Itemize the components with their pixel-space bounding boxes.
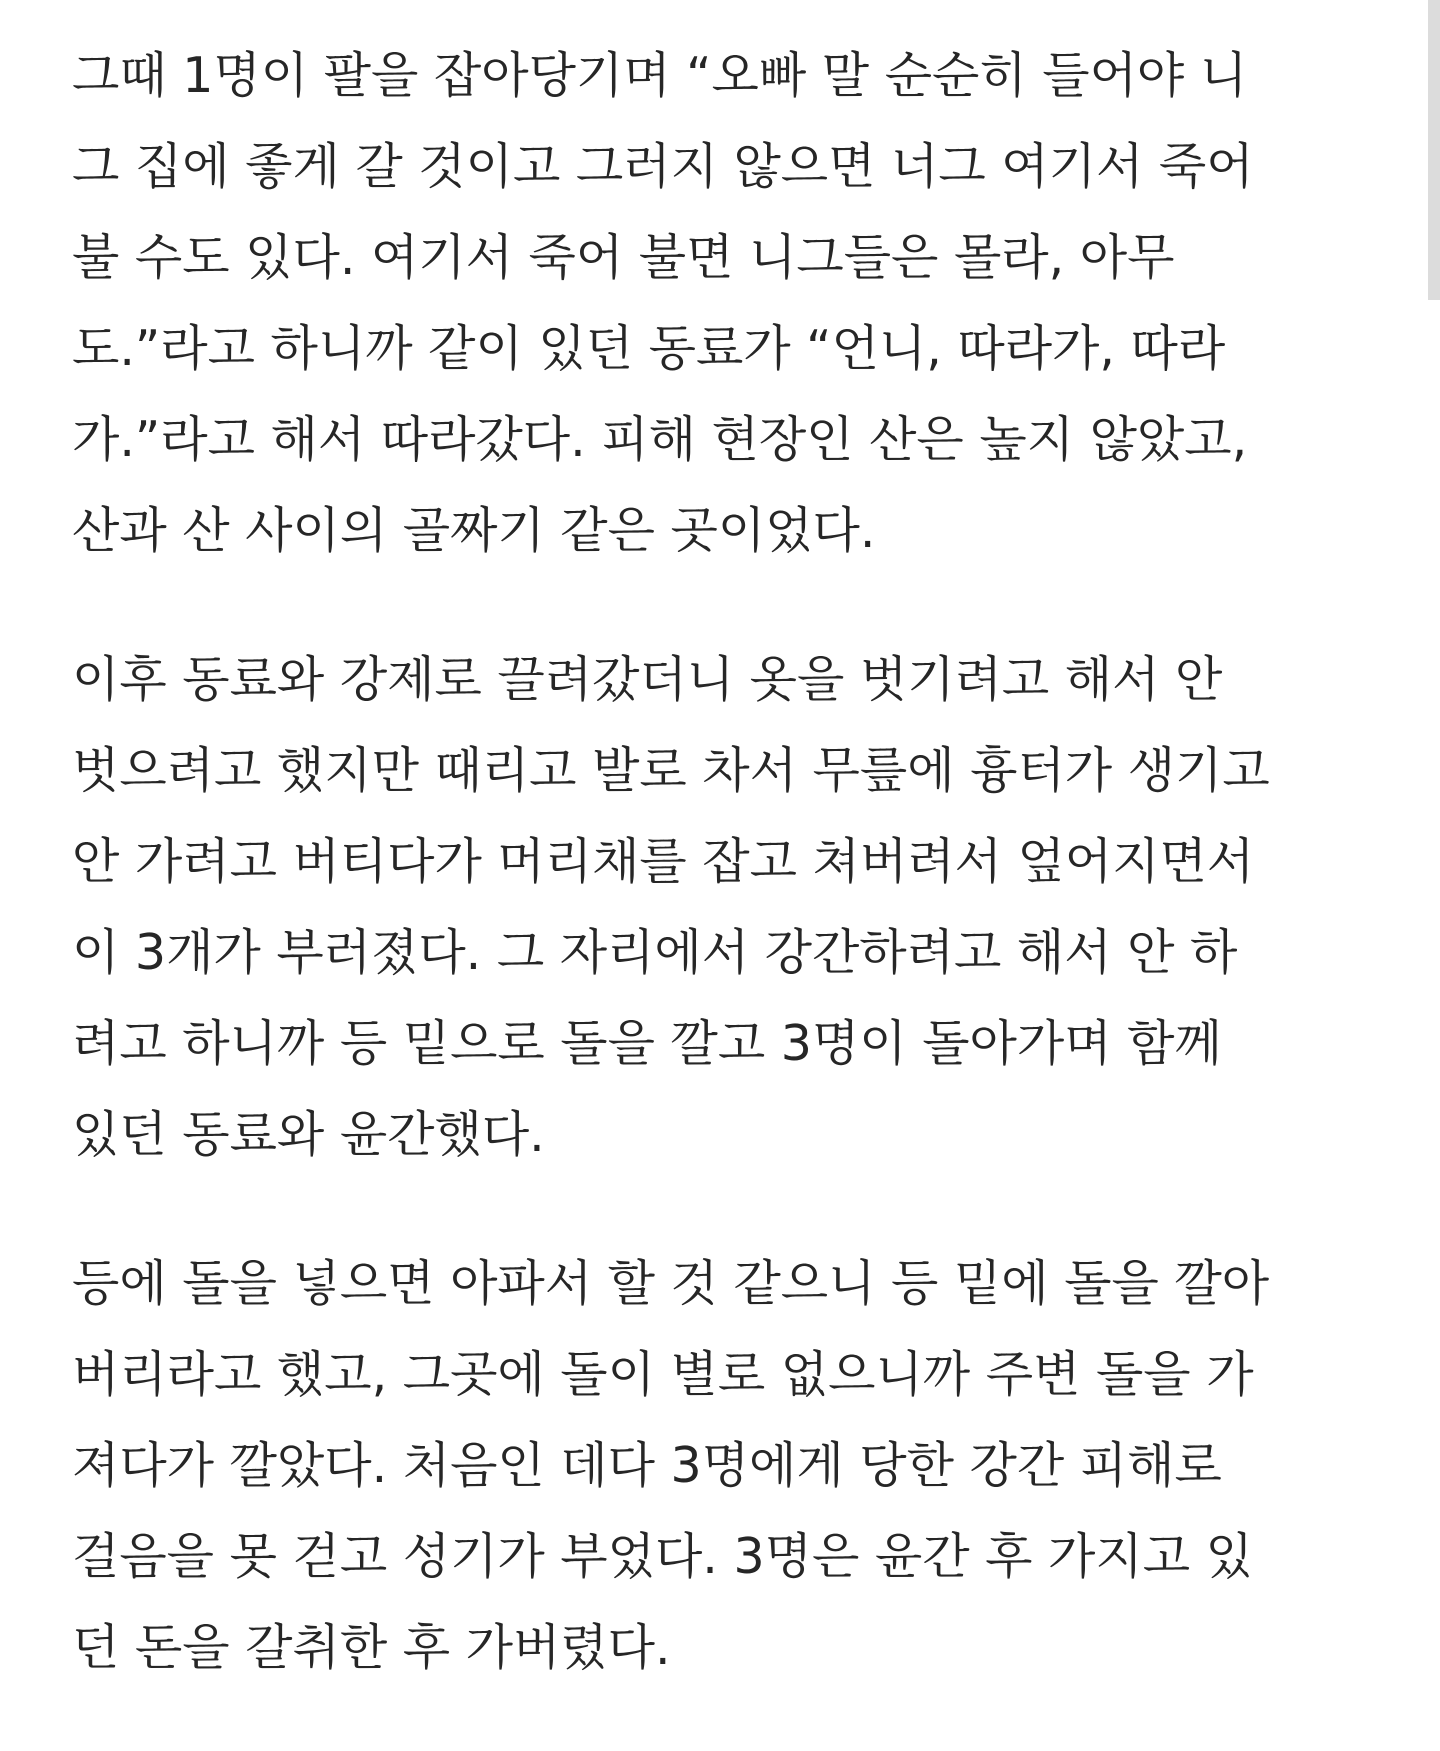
text-line: 산과 산 사이의 골짜기 같은 곳이었다.: [72, 502, 876, 559]
text-line: 벗으려고 했지만 때리고 발로 차서 무릎에 흉터가 생기고: [72, 742, 1270, 799]
text-line: 져다가 깔았다. 처음인 데다 3명에게 당한 강간 피해로: [72, 1437, 1222, 1494]
text-line: 던 돈을 갈취한 후 가버렸다.: [72, 1619, 671, 1676]
text-line: 이 3개가 부러졌다. 그 자리에서 강간하려고 해서 안 하: [72, 924, 1238, 981]
text-line: 도.”라고 하니까 같이 있던 동료가 “언니, 따라가, 따라: [72, 320, 1226, 377]
text-line: 안 가려고 버티다가 머리채를 잡고 쳐버려서 엎어지면서: [72, 833, 1255, 890]
paragraph-2: [72, 634, 1392, 1180]
text-line: 그때 1명이 팔을 잡아당기며 “오빠 말 순순히 들어야 니: [72, 47, 1248, 104]
text-line: 있던 동료와 윤간했다.: [72, 1106, 545, 1163]
text-line: 려고 하니까 등 밑으로 돌을 깔고 3명이 돌아가며 함께: [72, 1015, 1222, 1072]
scrollbar-thumb[interactable]: [1428, 0, 1440, 300]
paragraph-3: [72, 1238, 1392, 1693]
text-line: 불 수도 있다. 여기서 죽어 불면 니그들은 몰라, 아무: [72, 229, 1175, 286]
text-line: 그 집에 좋게 갈 것이고 그러지 않으면 너그 여기서 죽어: [72, 138, 1254, 195]
text-line: 등에 돌을 넣으면 아파서 할 것 같으니 등 밑에 돌을 깔아: [72, 1255, 1270, 1312]
scrollbar[interactable]: [1428, 0, 1440, 1674]
article-body: [72, 30, 1392, 1751]
paragraph-1: [72, 30, 1392, 576]
text-line: 이후 동료와 강제로 끌려갔더니 옷을 벗기려고 해서 안: [72, 651, 1223, 708]
text-line: 걸음을 못 걷고 성기가 부었다. 3명은 윤간 후 가지고 있: [72, 1528, 1253, 1585]
text-line: 가.”라고 해서 따라갔다. 피해 현장인 산은 높지 않았고,: [72, 411, 1248, 468]
text-line: 버리라고 했고, 그곳에 돌이 별로 없으니까 주변 돌을 가: [72, 1346, 1254, 1403]
